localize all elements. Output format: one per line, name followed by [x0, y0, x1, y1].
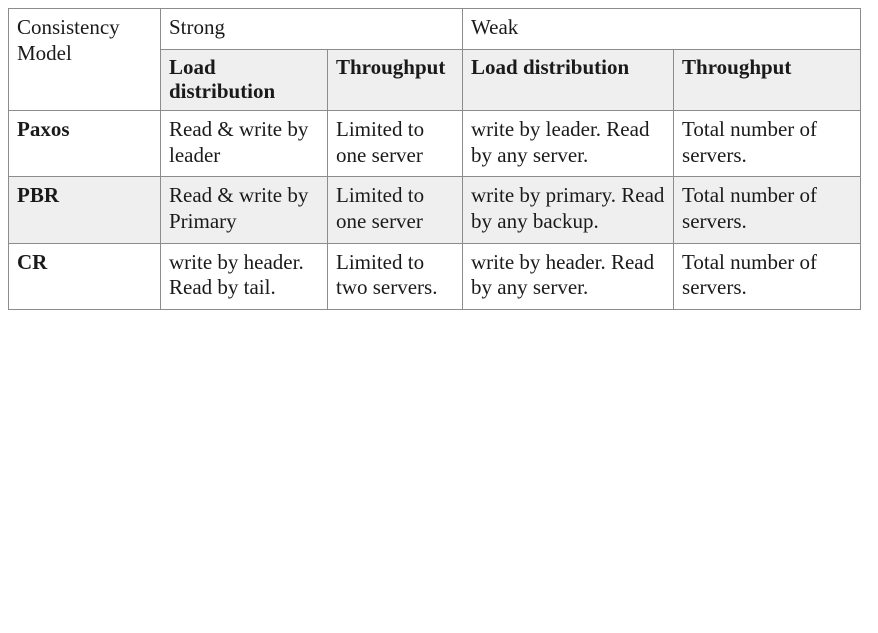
table-header-row — [9, 9, 861, 50]
cell-cr-weak-throughput: Total number of servers. — [674, 243, 861, 309]
group-header-strong: Strong — [161, 9, 463, 50]
subheader-strong-throughput: Throughput — [328, 49, 463, 111]
subheader-weak-throughput: Throughput — [674, 49, 861, 111]
cell-paxos-strong-load: Read & write by leader — [161, 111, 328, 177]
cell-cr-strong-throughput: Limited to two servers. — [328, 243, 463, 309]
row-label-paxos: Paxos — [9, 111, 161, 177]
cell-paxos-strong-throughput: Limited to one server — [328, 111, 463, 177]
cell-paxos-weak-throughput: Total number of servers. — [674, 111, 861, 177]
table-row — [9, 177, 861, 243]
table-row — [9, 111, 861, 177]
comparison-table-container — [8, 8, 860, 310]
consistency-model-comparison-table — [8, 8, 861, 310]
group-header-weak: Weak — [463, 9, 861, 50]
table-row — [9, 243, 861, 309]
cell-pbr-weak-throughput: Total number of servers. — [674, 177, 861, 243]
row-label-pbr: PBR — [9, 177, 161, 243]
cell-cr-strong-load: write by header. Read by tail. — [161, 243, 328, 309]
cell-pbr-strong-throughput: Limited to one server — [328, 177, 463, 243]
cell-pbr-strong-load: Read & write by Primary — [161, 177, 328, 243]
row-label-cr: CR — [9, 243, 161, 309]
cell-pbr-weak-load: write by primary. Read by any backup. — [463, 177, 674, 243]
cell-paxos-weak-load: write by leader. Read by any server. — [463, 111, 674, 177]
cell-cr-weak-load: write by header. Read by any server. — [463, 243, 674, 309]
corner-header-consistency-model: Consistency Model — [9, 9, 161, 111]
subheader-weak-load-distribution: Load distribution — [463, 49, 674, 111]
subheader-strong-load-distribution: Load distribution — [161, 49, 328, 111]
